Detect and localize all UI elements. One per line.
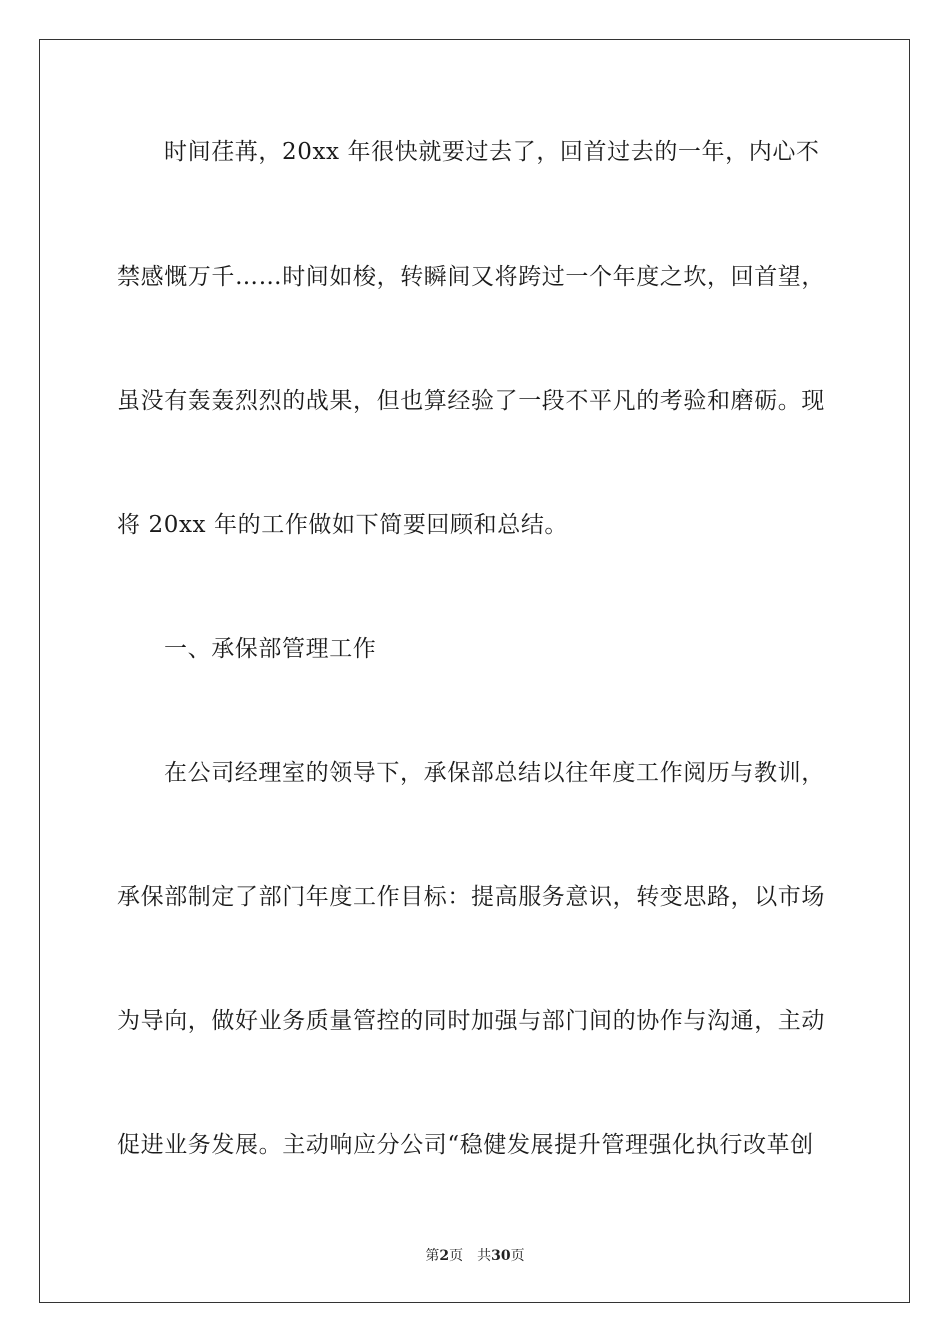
page-prefix: 第 [425, 1248, 440, 1264]
section-heading: 一、承保部管理工作 [164, 636, 377, 662]
total-pages: 30 [491, 1248, 511, 1264]
page-footer [0, 1247, 950, 1265]
paragraph-1-line-4: 将 20xx 年的工作做如下简要回顾和总结。 [117, 512, 569, 538]
page-number: 2 [439, 1248, 450, 1264]
page-suffix: 页 [449, 1248, 464, 1264]
paragraph-1-line-1: 时间荏苒，20xx 年很快就要过去了，回首过去的一年，内心不 [164, 139, 820, 165]
paragraph-2-line-3: 为导向，做好业务质量管控的同时加强与部门间的协作与沟通，主动 [117, 1008, 825, 1034]
total-suffix: 页 [510, 1248, 525, 1264]
paragraph-2-line-1: 在公司经理室的领导下，承保部总结以往年度工作阅历与教训， [164, 760, 825, 786]
paragraph-2-line-4: 促进业务发展。主动响应分公司“稳健发展提升管理强化执行改革创 [117, 1132, 814, 1158]
page-border [39, 39, 910, 1303]
total-prefix: 共 [477, 1248, 492, 1264]
paragraph-2-line-2: 承保部制定了部门年度工作目标：提高服务意识，转变思路，以市场 [117, 884, 825, 910]
paragraph-1-line-3: 虽没有轰轰烈烈的战果，但也算经验了一段不平凡的考验和磨砺。现 [117, 388, 825, 414]
paragraph-1-line-2: 禁感慨万千……时间如梭，转瞬间又将跨过一个年度之坎，回首望， [117, 264, 825, 290]
